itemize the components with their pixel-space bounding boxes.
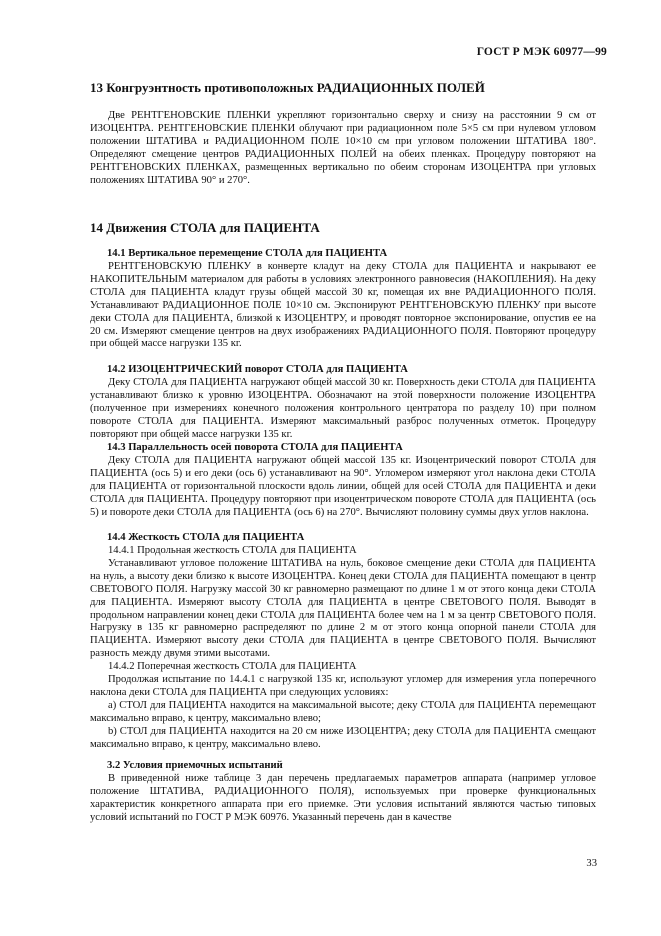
page-number: 33 — [586, 858, 597, 869]
paragraph: РЕНТГЕНОВСКУЮ ПЛЕНКУ в конверте кладут на деку СТОЛА для ПАЦИЕНТА и накрывают ее НАКОПИТЕЛЬНЫМ материалом для работы в условиях электронного равновесия (НАКОПЛЕНИЯ). На деку СТОЛА для ПАЦИЕНТА кладут грузы общей массой 30 кг, помещая их вне РАДИАЦИОННОГО ПОЛЯ. Устанавливают РАДИАЦИОННОЕ ПОЛЕ 10×10 см. Экспонируют РЕНТГЕНОВСКУЮ ПЛЕНКУ при высоте деки СТОЛА для ПАЦИЕНТА, близкой к ИЗОЦЕНТРУ, и проводят повторное экспонирование, опустив ее на 20 см. Измеряют смещение центров на двух изображениях РАДИАЦИОННОГО ПОЛЯ. Повторяют процедуру при общей массе нагрузки 135 кг. — [90, 261, 596, 350]
subsection-14-4-title: 14.4 Жесткость СТОЛА для ПАЦИЕНТА — [107, 532, 305, 543]
paragraph: Устанавливают угловое положение ШТАТИВА на нуль, боковое смещение деки СТОЛА для ПАЦИЕНТА на нуль, а высоту деки близко к высоте ИЗОЦЕНТРА. Конец деки СТОЛА для ПАЦИЕНТА помещают в центр СВЕТОВОГО ПОЛЯ. Нагрузку массой 30 кг равномерно размещают по длине 1 м от этого конца деки СТОЛА для ПАЦИЕНТА. Измеряют высоту СТОЛА для ПАЦИЕНТА в центре СВЕТОВОГО ПОЛЯ. Выводят в продольном направлении конец деки СТОЛА для ПАЦИЕНТА более чем на 1 м за центр СВЕТОВОГО ПОЛЯ. Нагрузку в 135 кг равномерно распределяют по длине 2 м от этого конца опорной панели СТОЛА для ПАЦИЕНТА. Измеряют высоту деки СТОЛА для ПАЦИЕНТА в центре СВЕТОВОГО ПОЛЯ. Вычисляют разность между двумя этими высотами. — [90, 557, 596, 660]
paragraph: Деку СТОЛА для ПАЦИЕНТА нагружают общей массой 30 кг. Поверхность деки СТОЛА для ПАЦИЕНТА устанавливают близко к уровню ИЗОЦЕНТРА. Обозначают на этой поверхности положение ИЗОЦЕНТРА (полученное при измерениях конечного положения контрольного центратора по разделу 10) при полном повороте СТОЛА для ПАЦИЕНТА. Измеряют максимальный разброс полученных отметок. Процедуру повторяют при общей массе нагрузки 135 кг. — [90, 377, 596, 440]
paragraph: Две РЕНТГЕНОВСКИЕ ПЛЕНКИ укрепляют горизонтально сверху и снизу на расстоянии 9 см от ИЗОЦЕНТРА. РЕНТГЕНОВСКИЕ ПЛЕНКИ облучают при радиационном поле 5×5 см при нулевом угловом положении ШТАТИВА и РАДИАЦИОННОМ ПОЛЕ 10×10 см при угловом положении ШТАТИВА 180°. Определяют смещение центров РАДИАЦИОННЫХ ПОЛЕЙ на обеих пленках. Процедуру повторяют на РЕНТГЕНОВСКИХ ПЛЕНКАХ, размещенных вертикально по обеим сторонам ИЗОЦЕНТРА при угловых положениях ШТАТИВА 90° и 270°. — [90, 110, 596, 186]
paragraph: Продолжая испытание по 14.4.1 с нагрузкой 135 кг, используют угломер для измерения угла поперечного наклона деки СТОЛА для ПАЦИЕНТА при следующих условиях: — [90, 674, 596, 698]
section-13-text — [90, 110, 596, 187]
subsection-14-4-2-title: 14.4.2 Поперечная жесткость СТОЛА для ПАЦИЕНТА — [108, 661, 357, 673]
running-header: ГОСТ Р МЭК 60977—99 — [476, 46, 607, 58]
list-item: b) СТОЛ для ПАЦИЕНТА находится на 20 см ниже ИЗОЦЕНТРА; деку СТОЛА для ПАЦИЕНТА смещают максимально вправо, к центру, максимально влево. — [90, 725, 596, 750]
subsection-3-2-title: 3.2 Условия приемочных испытаний — [107, 760, 283, 771]
subsection-3-2-text — [90, 773, 596, 825]
subsection-14-4-text — [90, 545, 596, 752]
subsection-14-3-title: 14.3 Параллельность осей поворота СТОЛА для ПАЦИЕНТА — [107, 442, 403, 453]
subsection-14-2-title: 14.2 ИЗОЦЕНТРИЧЕСКИЙ поворот СТОЛА для ПАЦИЕНТА — [107, 364, 408, 375]
subsection-14-2-text — [90, 377, 596, 442]
list-item: a) СТОЛ для ПАЦИЕНТА находится на максимальной высоте; деку СТОЛА для ПАЦИЕНТА перемещают максимально вправо, к центру, максимально влево; — [90, 699, 596, 724]
section-13-title: 13 Конгруэнтность противоположных РАДИАЦИОННЫХ ПОЛЕЙ — [90, 80, 485, 95]
subsection-14-1-title: 14.1 Вертикальное перемещение СТОЛА для ПАЦИЕНТА — [107, 248, 388, 259]
paragraph: В приведенной ниже таблице 3 дан перечень предлагаемых параметров аппарата (например угловое положение ШТАТИВА, РАДИАЦИОННОГО ПОЛЯ), используемых при проверке функциональных характеристик конкретного аппарата при его приемке. Эти условия испытаний являются частью типовых условий испытаний по ГОСТ Р МЭК 60976. Указанный перечень дан в качестве — [90, 773, 596, 823]
subsection-14-1-text — [90, 261, 596, 351]
subsection-14-4-1-title: 14.4.1 Продольная жесткость СТОЛА для ПАЦИЕНТА — [108, 545, 357, 556]
subsection-14-3-text — [90, 455, 596, 520]
paragraph: Деку СТОЛА для ПАЦИЕНТА нагружают общей массой 135 кг. Изоцентрический поворот СТОЛА для ПАЦИЕНТА (ось 5) и его деки (ось 6) устанавливают на 90°. Угломером измеряют угол наклона деки СТОЛА для ПАЦИЕНТА от горизонтальной плоскости вдоль линии, общей для осей СТОЛА для ПАЦИЕНТА и деки СТОЛА для ПАЦИЕНТА. Процедуру повторяют при изоцентрическом повороте СТОЛА для ПАЦИЕНТА (ось 5) и повороте деки СТОЛА для ПАЦИЕНТА (ось 6) на 270°. Вычисляют половину суммы двух углов наклона. — [90, 455, 596, 518]
section-14-title: 14 Движения СТОЛА для ПАЦИЕНТА — [90, 220, 320, 235]
